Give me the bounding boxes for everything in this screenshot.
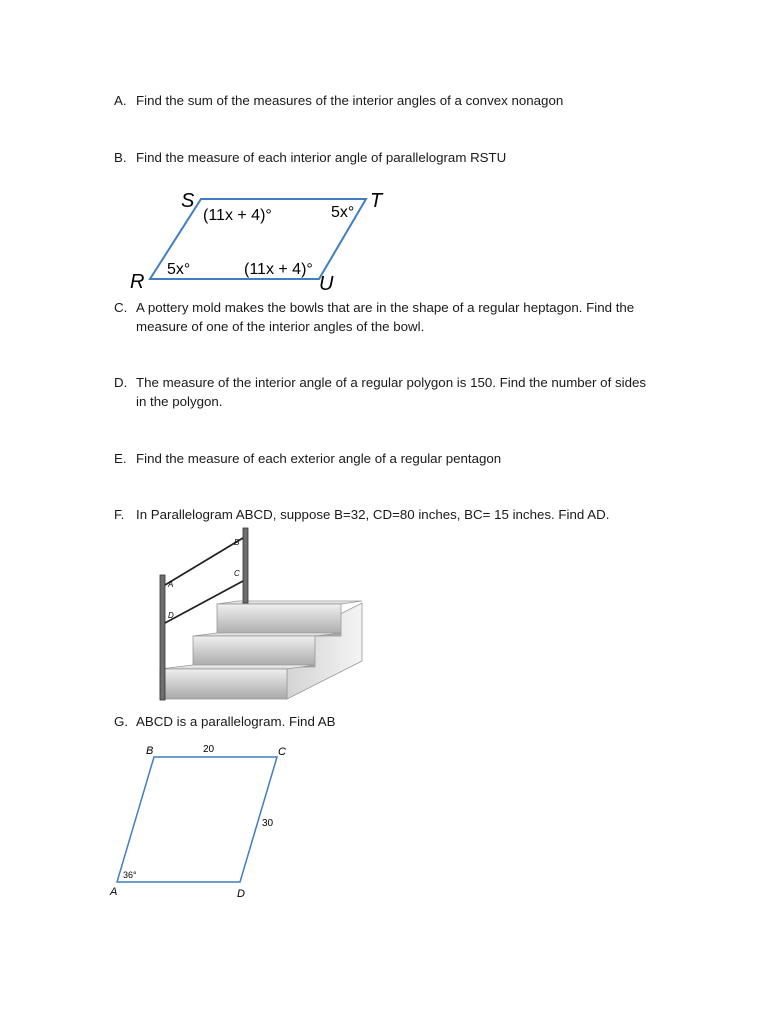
question-e — [114, 449, 501, 468]
vertex-label-s: S — [181, 190, 195, 212]
top-rail — [165, 538, 243, 585]
question-letter: D. — [114, 375, 128, 390]
question-letter: E. — [114, 451, 127, 466]
question-text-line-2: measure of one of the interior angles of the bowl. — [136, 319, 425, 334]
question-text-line-2: in the polygon. — [136, 394, 223, 409]
rail-label-d: D — [168, 611, 174, 620]
question-d — [114, 373, 646, 411]
angle-label-r: 5x° — [167, 261, 191, 278]
staircase — [160, 601, 362, 699]
vertex-label-c: C — [278, 746, 286, 758]
angle-label-s: (11x + 4)° — [203, 207, 272, 224]
question-letter: F. — [114, 507, 125, 522]
right-post — [243, 528, 248, 603]
parallelogram-abcd-figure — [95, 740, 305, 905]
vertex-label-d: D — [237, 888, 245, 900]
vertex-label-r: R — [130, 271, 145, 293]
question-text: In Parallelogram ABCD, suppose B=32, CD=80 inches, BC= 15 inches. Find AD. — [136, 507, 610, 522]
angle-label-t: 5x° — [331, 204, 355, 221]
angle-label-a: 36° — [123, 870, 137, 880]
question-letter: C. — [114, 300, 128, 315]
vertex-label-a: A — [110, 886, 118, 898]
side-label-cd: 30 — [262, 818, 274, 829]
question-letter: B. — [114, 150, 127, 165]
vertex-label-t: T — [370, 190, 383, 212]
question-text: Find the measure of each interior angle of parallelogram RSTU — [136, 150, 507, 165]
question-g — [114, 712, 336, 731]
angle-label-u: (11x + 4)° — [244, 261, 313, 278]
left-post — [160, 575, 165, 700]
rail-label-a: A — [168, 580, 174, 589]
rail-label-c: C — [234, 569, 240, 578]
question-letter: A. — [114, 93, 127, 108]
question-text: Find the sum of the measures of the interior angles of a convex nonagon — [136, 93, 564, 108]
vertex-label-b: B — [146, 745, 154, 757]
question-a — [114, 91, 563, 110]
stair-railing-figure — [145, 525, 375, 705]
question-text: Find the measure of each exterior angle of a regular pentagon — [136, 451, 502, 466]
question-letter: G. — [114, 714, 129, 729]
question-c — [114, 298, 634, 336]
question-text-line-1: A pottery mold makes the bowls that are in the shape of a regular heptagon. Find the — [136, 300, 635, 315]
parallelogram-abcd-shape — [117, 757, 277, 882]
question-f — [114, 505, 609, 524]
question-text: ABCD is a parallelogram. Find AB — [136, 714, 336, 729]
rail-label-b: B — [234, 538, 240, 547]
vertex-label-u: U — [319, 273, 334, 295]
question-b — [114, 148, 506, 167]
side-label-bc: 20 — [203, 744, 215, 755]
parallelogram-rstu-figure — [114, 180, 419, 295]
question-text-line-1: The measure of the interior angle of a regular polygon is 150. Find the number of sides — [136, 375, 647, 390]
